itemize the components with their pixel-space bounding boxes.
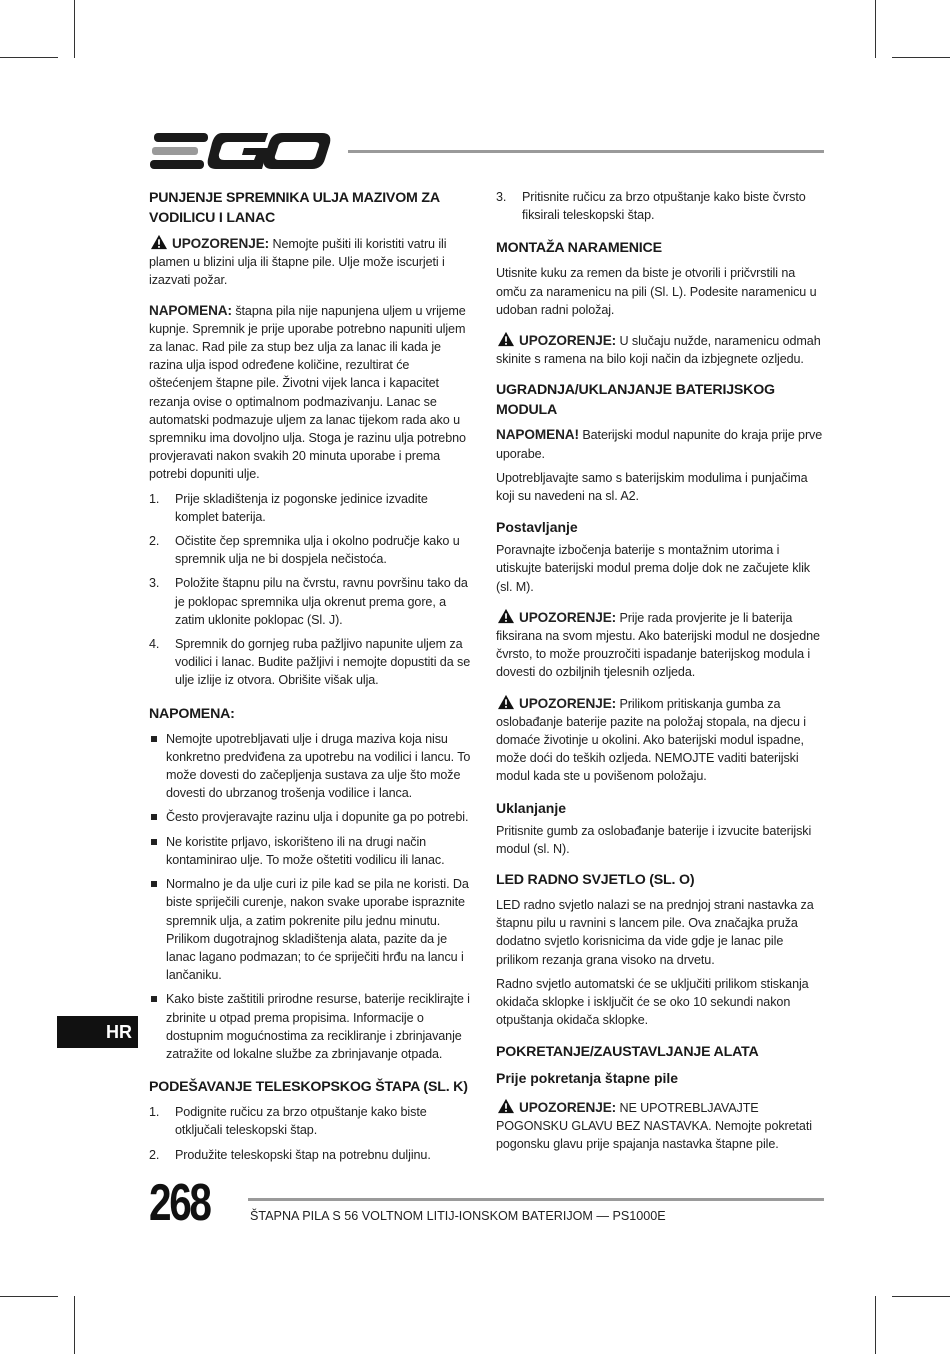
step-number: 4. — [149, 637, 160, 652]
section-title-oil: PUNJENJE SPREMNIKA ULJA MAZIVOM ZA VODILICU I LANAC — [149, 190, 440, 226]
warning-triangle-icon — [496, 694, 516, 710]
led-text-1: LED radno svjetlo nalazi se na prednjoj strani nastavka za štapnu pilu u ravnini s lancem pile. Ova značajka pruža dodatno svjetlo korisnicima da vide gdje je lanac pile prilikom rezanja grana visoko na drvetu. — [496, 898, 814, 967]
crop-mark — [0, 1296, 58, 1297]
footer-rule — [248, 1198, 824, 1201]
bullet-icon — [151, 881, 157, 887]
install-text: Poravnajte izbočenja baterije s montažnim utorima i utiskujte baterijski modul prema dolje dok ne začujete klik (sl. M). — [496, 543, 810, 594]
step-number: 1. — [149, 491, 160, 506]
page-number: 268 — [149, 1174, 210, 1232]
note-text: Baterijski modul napunite do kraja prije prve uporabe. — [496, 428, 823, 461]
list-item — [496, 188, 824, 224]
list-item — [149, 574, 474, 629]
step-text: Očistite čep spremnika ulja i okolno područje kako u spremnik ulja ne bi dospjela nečistoća. — [175, 534, 460, 567]
warning-text: NE UPOTREBLJAVAJTE POGONSKU GLAVU BEZ NASTAVKA. Nemojte pokretati pogonsku glavu prije spajanja nastavka štapne pile. — [496, 1100, 812, 1151]
subsection-title-install: Postavljanje — [496, 519, 578, 536]
list-item — [149, 730, 474, 803]
warning-label: UPOZORENJE: — [519, 695, 617, 711]
list-item — [149, 875, 474, 984]
oil-steps-list — [149, 490, 474, 690]
bullet-icon — [151, 736, 157, 742]
telescopic-steps-continued — [496, 188, 824, 224]
battery-text: Upotrebljavajte samo s baterijskim modulima i punjačima koji su navedeni na sl. A2. — [496, 470, 808, 504]
warning-paragraph — [496, 331, 824, 368]
note-label: NAPOMENA! — [496, 427, 579, 443]
list-item — [149, 490, 474, 526]
footer-title: ŠTAPNA PILA S 56 VOLTNOM LITIJ-IONSKOM BATERIJOM — PS1000E — [250, 1209, 666, 1223]
list-item — [149, 635, 474, 690]
warning-triangle-icon — [496, 331, 516, 347]
warning-label: UPOZORENJE: — [519, 333, 617, 349]
bullet-icon — [151, 996, 157, 1002]
list-item — [149, 990, 474, 1063]
section-title-strap: MONTAŽA NARAMENICE — [496, 240, 662, 257]
warning-text: U slučaju nužde, naramenicu odmah skinite s ramena na bilo koji način da izbjegnete ozljedu. — [496, 334, 821, 367]
warning-text: Nemojte pušiti ili koristiti vatru ili plamen u blizini ulja ili štapne pile. Ulje može iscurjeti i izazvati požar. — [149, 237, 447, 288]
crop-mark — [892, 57, 950, 58]
note-paragraph — [149, 302, 474, 484]
step-number: 3. — [149, 576, 160, 591]
step-number: 2. — [149, 534, 160, 549]
list-item — [149, 532, 474, 568]
crop-mark — [892, 1296, 950, 1297]
section-title-start-stop: POKRETANJE/ZAUSTAVLJANJE ALATA — [496, 1043, 759, 1060]
left-column — [149, 188, 474, 1172]
bullet-text: Ne koristite prljavo, iskorišteno ili na drugi način kontaminirao ulje. To može oštetiti vodilicu ili lanac. — [166, 834, 445, 867]
bullet-icon — [151, 839, 157, 845]
step-text: Produžite teleskopski štap na potrebnu duljinu. — [175, 1147, 431, 1162]
note-bullets-list — [149, 730, 474, 1063]
list-item — [149, 1146, 474, 1164]
step-text: Podignite ručicu za brzo otpuštanje kako biste otključali teleskopski štap. — [175, 1105, 427, 1138]
crop-mark — [74, 0, 75, 58]
bullet-text: Nemojte upotrebljavati ulje i druga maziva koja nisu konkretno predviđena za upotrebu na vodilici i lancu. To može dovesti do začepljenja sustava za ulje što može dovesti do ubrzanog trošenja vodilice i lanca. — [166, 731, 471, 801]
list-item — [149, 833, 474, 869]
section-title-battery: UGRADNJA/UKLANJANJE BATERIJSKOG MODULA — [496, 382, 775, 419]
list-item — [149, 1103, 474, 1139]
section-title-note: NAPOMENA: — [149, 705, 235, 722]
bullet-text: Često provjeravajte razinu ulja i dopunite ga po potrebi. — [166, 810, 469, 825]
section-title-led: LED RADNO SVJETLO (SL. O) — [496, 872, 695, 889]
ego-logo — [150, 131, 332, 171]
warning-triangle-icon — [149, 234, 169, 250]
step-number: 2. — [149, 1147, 160, 1162]
warning-paragraph — [496, 1098, 824, 1154]
note-label: NAPOMENA: — [149, 302, 232, 318]
step-text: Pritisnite ručicu za brzo otpuštanje kako biste čvrsto fiksirali teleskopski štap. — [522, 190, 806, 223]
subsection-title-remove: Uklanjanje — [496, 799, 567, 816]
step-text: Položite štapnu pilu na čvrstu, ravnu površinu tako da je poklopac spremnika ulja okrenut prema gore, a zatim uklonite poklopac (Sl. J). — [175, 576, 468, 627]
warning-text: Prilikom pritiskanja gumba za oslobađanje baterije pazite na položaj stopala, na djecu i domaće životinje u okolini. Ako baterijski modul ispadne, može doći do teških ozljeda. NEMOJTE vaditi baterijski modul kada ste u povišenom položaju. — [496, 696, 806, 784]
bullet-text: Kako biste zaštitili prirodne resurse, baterije reciklirajte i zbrinite u otpad prema propisima. Informacije o dostupnim mogućnostima za recikliranje i zbrinjavanje zatražite od lokalne službe za zbrinjavanje otpada. — [166, 992, 470, 1061]
warning-paragraph — [149, 234, 474, 290]
step-number: 1. — [149, 1105, 160, 1120]
crop-mark — [875, 1296, 876, 1354]
list-item — [149, 808, 474, 826]
warning-text: Prije rada provjerite je li baterija fiksirana na svom mjestu. Ako baterijski modul ne dosjedne čvrsto, to može prouzročiti ispadanje baterijskog modula i dovesti do ozbiljnih tjelesnih ozljeda. — [496, 610, 820, 680]
strap-text: Utisnite kuku za remen da biste je otvorili i pričvrstili na omču za naramenicu na pili (Sl. L). Podesite naramenicu u udoban radni položaj. — [496, 266, 817, 317]
remove-text: Pritisnite gumb za oslobađanje baterije i izvucite baterijski modul (sl. N). — [496, 823, 812, 856]
telescopic-steps-list — [149, 1103, 474, 1164]
led-text-2: Radno svjetlo automatski će se uključiti prilikom stiskanja okidača sklopke i isključit će se oko 10 sekundi nakon otpuštanja okidača sklopke. — [496, 976, 809, 1028]
language-tab: HR — [57, 1016, 138, 1048]
step-text: Prije skladištenja iz pogonske jedinice izvadite komplet baterija. — [175, 491, 428, 524]
warning-label: UPOZORENJE: — [172, 236, 270, 251]
right-column — [496, 188, 824, 1159]
bullet-icon — [151, 814, 157, 820]
warning-paragraph — [496, 608, 824, 682]
subsection-title-before-start: Prije pokretanja štapne pile — [496, 1069, 679, 1086]
crop-mark — [875, 0, 876, 58]
crop-mark — [74, 1296, 75, 1354]
note-text: štapna pila nije napunjena uljem u vrijeme kupnje. Spremnik je prije uporabe potrebno napuniti uljem za lanac. Rad pile za stup bez ulja za lanac ili kada je razina ulja ispod određene količine, rezultirat će oštećenjem štapne pile. Životni vijek lanca i kapacitet rezanja ovise o optimalnom podmazivanju. Lanac se automatski podmazuje uljem za lanac tijekom rada ako u spremniku ima dovoljno ulja. Stoga je razinu ulja potrebno provjeravati nakon svakih 20 minuta uporabe i prema potrebi dopuniti ulje. — [149, 303, 466, 482]
header-rule — [348, 150, 824, 153]
warning-paragraph — [496, 694, 824, 786]
warning-label: UPOZORENJE: — [519, 1099, 617, 1115]
warning-triangle-icon — [496, 608, 516, 624]
note-paragraph — [496, 426, 824, 462]
step-number: 3. — [496, 190, 507, 204]
crop-mark — [0, 57, 58, 58]
bullet-text: Normalno je da ulje curi iz pile kad se pila ne koristi. Da biste spriječili curenje, nakon svake uporabe ispraznite spremnik ulja, a zatim pokrenite pilu jednu minutu. Prilikom dugotrajnog skladištenja alata, pazite da je lanac lagano podmazan; to će spriječiti hrđu na lancu i lančaniku. — [166, 877, 469, 983]
section-title-telescopic: PODEŠAVANJE TELESKOPSKOG ŠTAPA (SL. K) — [149, 1079, 468, 1096]
warning-triangle-icon — [496, 1098, 516, 1114]
step-text: Spremnik do gornjeg ruba pažljivo napunite uljem za vodilici i lanac. Budite pažljivi i nemojte dopustiti da se ulje izlije iz otvora. Obrišite višak ulja. — [175, 637, 471, 688]
warning-label: UPOZORENJE: — [519, 609, 617, 625]
